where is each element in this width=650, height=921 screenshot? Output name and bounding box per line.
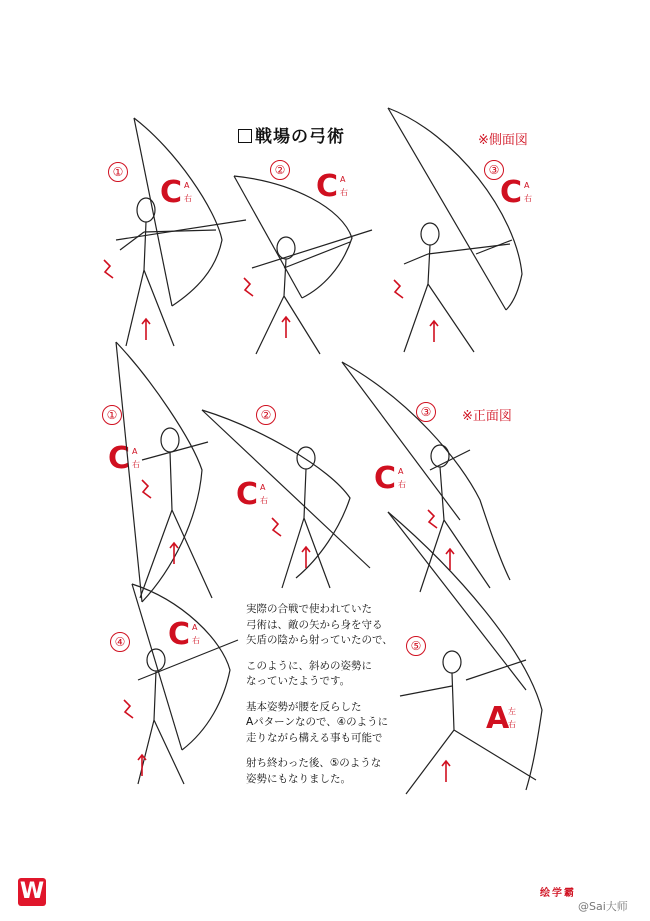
pose-sup-bottom-front-2: 右 (260, 496, 268, 505)
archer-figure-side-3 (386, 104, 536, 364)
note-paragraph-2: このように、斜めの姿勢に なっていたようです。 (246, 659, 372, 687)
pose-sup-top-side-2: A (340, 175, 346, 184)
pose-letter-side-2: C (316, 169, 339, 204)
pose-number-front-3: ③ (416, 402, 436, 422)
pose-sup-top-front-2: A (260, 483, 266, 492)
pose-letter-5: A (486, 701, 510, 736)
note-paragraph-3: 基本姿勢が腰を反らした Aパターンなので、④のように 走りながら構える事も可能で (246, 700, 389, 744)
pose-sup-bottom-front-1: 右 (132, 460, 140, 469)
pose-letter-front-3: C (374, 461, 397, 496)
pose-number-front-1: ① (102, 405, 122, 425)
brand-name: 绘学霸 (540, 888, 576, 899)
watermark: @Sai大师 (578, 900, 628, 913)
pose-number-5: ⑤ (406, 636, 426, 656)
archer-figure-4 (112, 580, 242, 790)
pose-sup-bottom-side-1: 右 (184, 194, 192, 203)
pose-sup-top-side-3: A (524, 181, 530, 190)
pose-number-side-1: ① (108, 162, 128, 182)
front-view-label: ※正面図 (462, 409, 512, 424)
side-view-label: ※側面図 (478, 133, 528, 148)
pose-letter-front-2: C (236, 477, 259, 512)
pose-letter-side-3: C (500, 175, 523, 210)
pose-number-side-2: ② (270, 160, 290, 180)
pose-sup-top-front-1: A (132, 447, 138, 456)
archer-figure-side-2 (232, 168, 382, 368)
pose-sup-top-5: 左 (508, 707, 516, 716)
note-paragraph-4: 射ち終わった後、⑤のような 姿勢にもなりました。 (246, 757, 382, 785)
title-text: 戦場の弓術 (255, 127, 345, 147)
pose-sup-bottom-side-3: 右 (524, 194, 532, 203)
pose-number-front-2: ② (256, 405, 276, 425)
pose-sup-bottom-side-2: 右 (340, 188, 348, 197)
pose-sup-top-side-1: A (184, 181, 190, 190)
pose-letter-side-1: C (160, 175, 183, 210)
archer-figure-5 (386, 510, 556, 800)
pose-letter-front-1: C (108, 441, 131, 476)
note-paragraph-1: 実際の合戦で使われていた 弓術は、敵の矢から身を守る 矢盾の陰から射っていたので、 (246, 603, 393, 646)
pose-number-4: ④ (110, 632, 130, 652)
pose-sup-top-front-3: A (398, 467, 404, 476)
pose-sup-bottom-5: 右 (508, 720, 516, 729)
pose-sup-top-4: A (192, 623, 198, 632)
pose-sup-bottom-front-3: 右 (398, 480, 406, 489)
brand-logo: W (19, 879, 45, 904)
pose-number-side-3: ③ (484, 160, 504, 180)
pose-sup-bottom-4: 右 (192, 636, 200, 645)
pose-letter-4: C (168, 617, 191, 652)
